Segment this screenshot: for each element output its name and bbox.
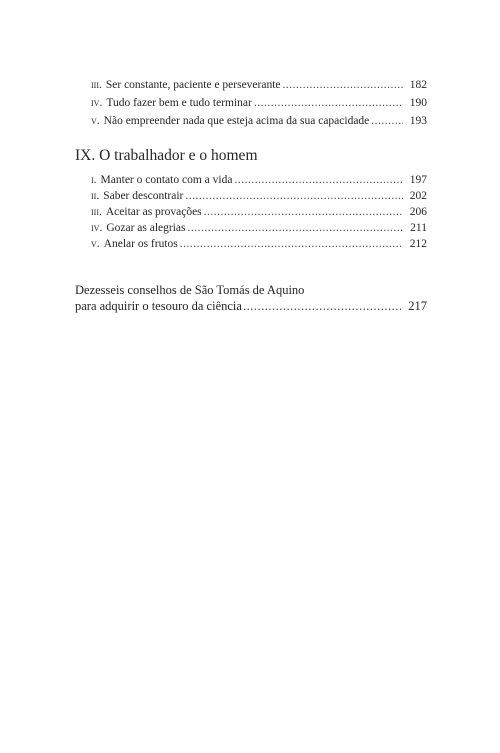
entry-page-number: 211 bbox=[410, 222, 427, 234]
toc-entry-iii-aceitar bbox=[91, 206, 427, 219]
closing-entry bbox=[75, 299, 427, 314]
dot-leader bbox=[283, 79, 403, 92]
entry-number: v. bbox=[91, 238, 100, 250]
toc-entry-ii-saber bbox=[91, 190, 427, 203]
entry-page-number: 202 bbox=[409, 190, 427, 202]
closing-entry-title-line1: Dezesseis conselhos de São Tomás de Aquino bbox=[75, 283, 305, 297]
chapter-heading: IX. O trabalhador e o homem bbox=[75, 147, 258, 164]
toc-entry-iv-tudo-fazer bbox=[91, 97, 427, 110]
entry-page-number: 206 bbox=[409, 206, 427, 218]
entry-number: iii. bbox=[91, 206, 102, 218]
entry-page-number: 193 bbox=[409, 115, 427, 127]
entry-title: Manter o contato com a vida bbox=[100, 174, 233, 186]
entry-page-number: 182 bbox=[409, 79, 427, 91]
dot-leader bbox=[243, 299, 401, 314]
entry-number: iii. bbox=[91, 79, 102, 91]
entry-page-number: 217 bbox=[408, 299, 427, 313]
entry-page-number: 197 bbox=[409, 174, 427, 186]
entry-number: i. bbox=[91, 174, 97, 186]
entry-title: Tudo fazer bem e tudo terminar bbox=[106, 97, 252, 109]
toc-entry-v-anelar bbox=[91, 238, 427, 251]
dot-leader bbox=[188, 222, 403, 235]
entry-title: Saber descontrair bbox=[103, 190, 184, 202]
entry-number: ii. bbox=[91, 190, 100, 202]
closing-entry-title-line2: para adquirir o tesouro da ciência bbox=[75, 299, 242, 313]
entry-title: Aceitar as provações bbox=[105, 206, 202, 218]
toc-entry-i-manter bbox=[91, 174, 427, 187]
entry-number: v. bbox=[91, 115, 100, 127]
toc-entry-iv-gozar bbox=[91, 222, 427, 235]
entry-page-number: 190 bbox=[409, 97, 427, 109]
dot-leader bbox=[180, 238, 403, 251]
dot-leader bbox=[185, 190, 403, 203]
dot-leader bbox=[234, 174, 403, 187]
entry-title: Não empreender nada que esteja acima da sua capacidade bbox=[103, 115, 370, 127]
toc-entry-v-nao-empreender bbox=[91, 115, 427, 128]
entry-page-number: 212 bbox=[409, 238, 427, 250]
entry-number: iv. bbox=[91, 97, 103, 109]
dot-leader bbox=[254, 97, 403, 110]
entry-number: iv. bbox=[91, 222, 103, 234]
entry-title: Gozar as alegrias bbox=[106, 222, 186, 234]
entry-title: Ser constante, paciente e perseverante bbox=[105, 79, 281, 91]
dot-leader bbox=[204, 206, 403, 219]
entry-title: Anelar os frutos bbox=[103, 238, 178, 250]
toc-entry-iii-constante bbox=[91, 79, 427, 92]
dot-leader bbox=[371, 115, 403, 128]
